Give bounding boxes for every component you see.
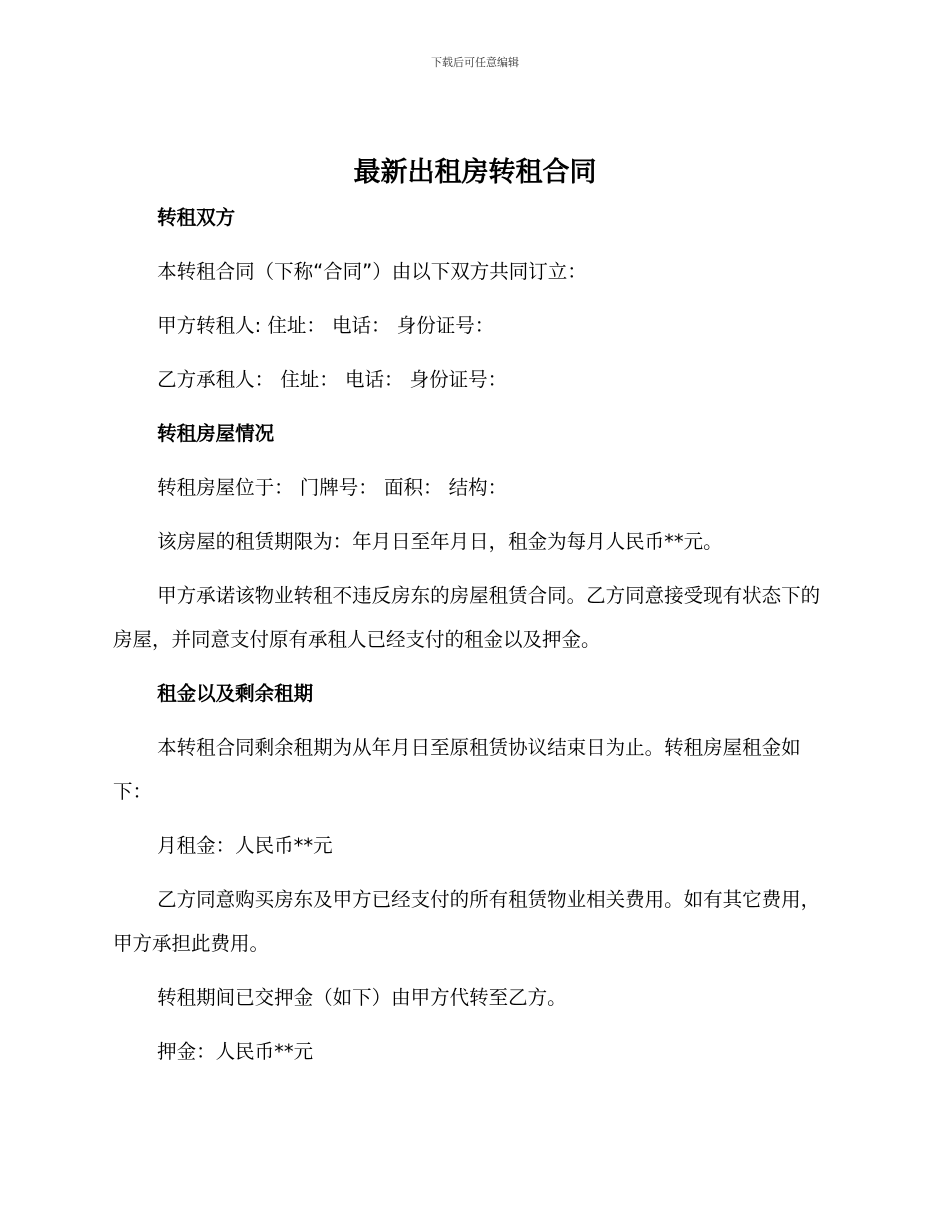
- paragraph-deposit-amount: 押金：人民币**元: [157, 1040, 314, 1063]
- paragraph-intro: 本转租合同（下称“合同”）由以下双方共同订立：: [157, 260, 587, 283]
- paragraph-party-b: 乙方承租人： 住址： 电话： 身份证号：: [157, 368, 508, 391]
- paragraph-lease-term: 该房屋的租赁期限为：年月日至年月日，租金为每月人民币**元。: [157, 530, 723, 553]
- section-heading-property: 转租房屋情况: [157, 422, 275, 445]
- paragraph-remaining-term: 本转租合同剩余租期为从年月日至原租赁协议结束日为止。转租房屋租金如下：: [113, 736, 801, 803]
- section-heading-rent-term: 租金以及剩余租期: [157, 682, 314, 705]
- document-body: [113, 196, 829, 1084]
- paragraph-property-location: 转租房屋位于： 门牌号： 面积： 结构：: [157, 476, 508, 499]
- paragraph-monthly-rent: 月租金：人民币**元: [157, 834, 333, 857]
- page-header-note: 下载后可任意编辑: [431, 56, 519, 69]
- paragraph-fees: 乙方同意购买房东及甲方已经支付的所有租赁物业相关费用。如有其它费用，甲方承担此费用。: [113, 888, 821, 955]
- paragraph-deposit-transfer: 转租期间已交押金（如下）由甲方代转至乙方。: [157, 986, 567, 1009]
- document-title: 最新出租房转租合同: [353, 157, 597, 188]
- paragraph-party-a-commitment: 甲方承诺该物业转租不违反房东的房屋租赁合同。乙方同意接受现有状态下的房屋，并同意支付原有承租人已经支付的租金以及押金。: [113, 584, 821, 651]
- paragraph-party-a: 甲方转租人: 住址： 电话： 身份证号：: [157, 314, 495, 337]
- section-heading-parties: 转租双方: [157, 206, 236, 229]
